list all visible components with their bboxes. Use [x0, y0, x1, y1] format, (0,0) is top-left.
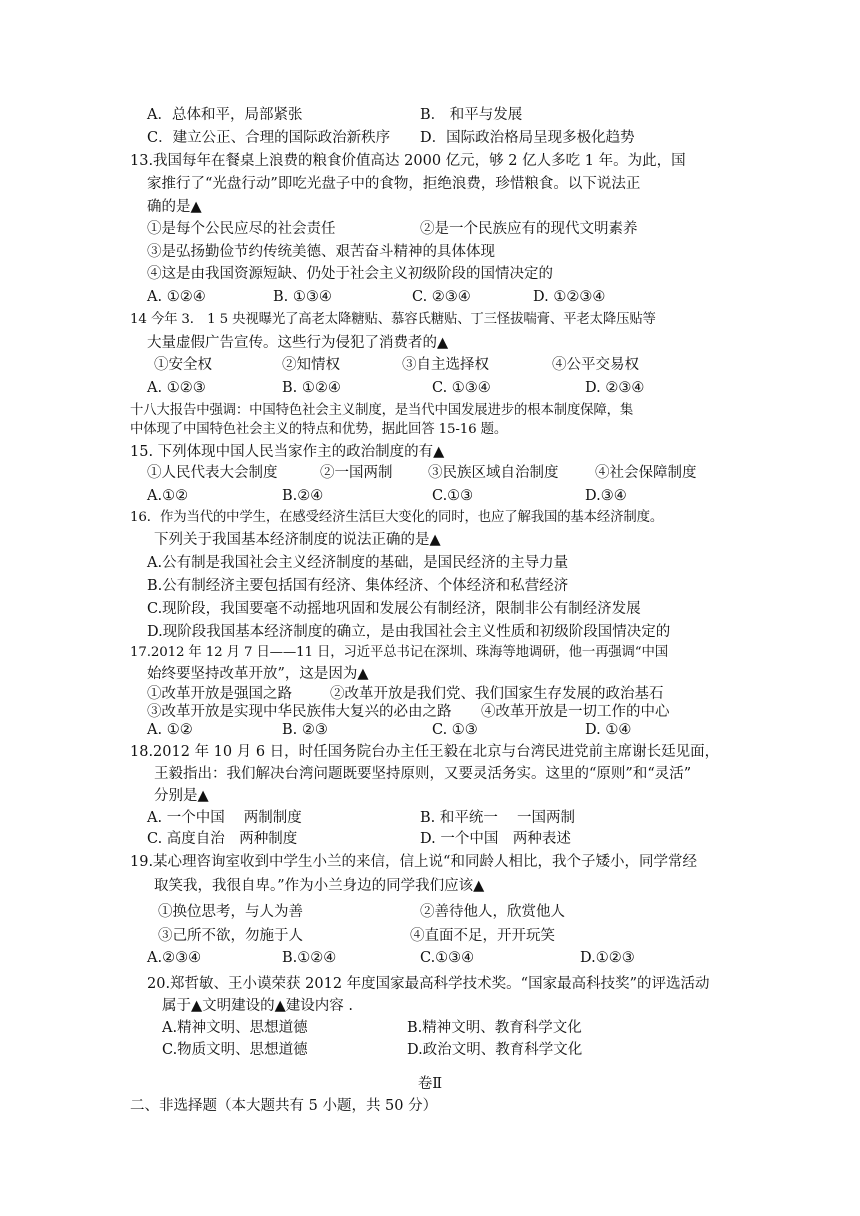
- q18-stem-line-3: 分别是▲: [154, 788, 209, 804]
- q13-stem-line-2: 家推行了“光盘行动”即吃光盘子中的食物，拒绝浪费，珍惜粮食。以下说法正: [147, 176, 641, 192]
- q12-option-c: C．建立公正、合理的国际政治新秩序: [147, 130, 391, 146]
- q15-stem: 15. 下列体现中国人民当家作主的政治制度的有▲: [130, 444, 445, 460]
- q13-statement-3: ③是弘扬勤俭节约传统美德、艰苦奋斗精神的具体体现: [147, 244, 495, 260]
- q16-option-c: C.现阶段，我国要毫不动摇地巩固和发展公有制经济，限制非公有制经济发展: [147, 601, 641, 617]
- q18-option-a: A. 一个中国 两制制度: [147, 810, 302, 826]
- q13-option-d: D. ①②③④: [533, 289, 606, 305]
- q19-statement-1: ①换位思考，与人为善: [158, 904, 303, 920]
- q17-statement-3: ③改革开放是实现中华民族伟大复兴的必由之路: [147, 704, 452, 720]
- q14-option-d: D. ②③④: [585, 380, 645, 396]
- q19-option-a: A.②③④: [147, 950, 202, 966]
- q19-stem-line-1: 19.某心理咨询室收到中学生小兰的来信，信上说“和同龄人相比，我个子矮小，同学常经: [130, 854, 697, 870]
- q20-option-c: C.物质文明、思想道德: [162, 1042, 308, 1058]
- q12-option-a: A．总体和平，局部紧张: [147, 107, 303, 123]
- q14-statement-3: ③自主选择权: [402, 357, 489, 373]
- q16-option-a: A.公有制是我国社会主义经济制度的基础，是国民经济的主导力量: [147, 555, 569, 571]
- material-line-1: 十八大报告中强调：中国特色社会主义制度，是当代中国发展进步的根本制度保障，集: [130, 403, 634, 418]
- q13-statement-4: ④这是由我国资源短缺、仍处于社会主义初级阶段的国情决定的: [147, 266, 553, 282]
- q17-stem-line-1: 17.2012 年 12 月 7 日——11 日，习近平总书记在深圳、珠海等地调研，他一再强调“中国: [130, 645, 668, 660]
- q15-option-d: D.③④: [585, 488, 627, 504]
- q15-option-b: B.②④: [282, 488, 324, 504]
- q16-stem-line-1: 16．作为当代的中学生，在感受经济生活巨大变化的同时，也应了解我国的基本经济制度。: [130, 510, 664, 525]
- q15-statement-2: ②一国两制: [320, 465, 393, 481]
- q20-stem-line-2: 属于▲文明建设的▲建设内容 .: [162, 998, 354, 1014]
- q14-option-b: B. ①②④: [282, 380, 341, 396]
- q19-statement-2: ②善待他人，欣赏他人: [420, 904, 565, 920]
- q18-option-d: D. 一个中国 两种表述: [420, 831, 571, 847]
- q20-option-d: D.政治文明、教育科学文化: [407, 1042, 583, 1058]
- q15-statement-4: ④社会保障制度: [595, 465, 697, 481]
- q13-statement-1: ①是每个公民应尽的社会责任: [147, 221, 336, 237]
- q13-stem-line-1: 13.我国每年在餐桌上浪费的粮食价值高达 2000 亿元，够 2 亿人多吃 1 年。为此，国: [130, 153, 686, 169]
- q15-option-a: A.①②: [147, 488, 189, 504]
- q13-option-a: A. ①②④: [147, 289, 206, 305]
- q17-statement-2: ②改革开放是我们党、我们国家生存发展的政治基石: [330, 686, 664, 702]
- q15-statement-1: ①人民代表大会制度: [147, 465, 278, 481]
- q17-option-c: C. ①③: [432, 722, 478, 738]
- q16-option-d: D.现阶段我国基本经济制度的确立，是由我国社会主义性质和初级阶段国情决定的: [147, 624, 671, 640]
- q13-option-b: B. ①③④: [273, 289, 332, 305]
- q16-stem-line-2: 下列关于我国基本经济制度的说法正确的是▲: [154, 532, 441, 548]
- q17-statement-4: ④改革开放是一切工作的中心: [481, 704, 670, 720]
- q19-option-b: B.①②④: [282, 950, 337, 966]
- q14-option-c: C. ①③④: [432, 380, 491, 396]
- q18-stem-line-1: 18.2012 年 10 月 6 日，时任国务院台办主任王毅在北京与台湾民进党前主席谢长廷见面，: [130, 744, 720, 760]
- q17-option-a: A. ①②: [147, 722, 193, 738]
- q14-stem-line-2: 大量虚假广告宣传。这些行为侵犯了消费者的▲: [147, 335, 449, 351]
- q20-option-b: B.精神文明、教育科学文化: [407, 1020, 582, 1036]
- q19-statement-4: ④直面不足，开开玩笑: [410, 928, 555, 944]
- q12-option-b: B． 和平与发展: [420, 107, 523, 123]
- q12-option-d: D．国际政治格局呈现多极化趋势: [420, 130, 635, 146]
- q18-stem-line-2: 王毅指出：我们解决台湾问题既要坚持原则，又要灵活务实。这里的“原则”和“灵活”: [154, 766, 692, 782]
- q19-option-d: D.①②③: [580, 950, 635, 966]
- q16-option-b: B.公有制经济主要包括国有经济、集体经济、个体经济和私营经济: [147, 578, 569, 594]
- q17-option-d: D. ①④: [585, 722, 632, 738]
- section-title: 卷Ⅱ: [417, 1076, 443, 1092]
- q17-statement-1: ①改革开放是强国之路: [147, 686, 292, 702]
- q13-stem-line-3: 确的是▲: [147, 199, 202, 215]
- material-line-2: 中体现了中国特色社会主义的特点和优势，据此回答 15-16 题。: [130, 422, 508, 437]
- q14-statement-2: ②知情权: [282, 357, 340, 373]
- q13-statement-2: ②是一个民族应有的现代文明素养: [420, 221, 638, 237]
- q19-stem-line-2: 取笑我，我很自卑。”作为小兰身边的同学我们应该▲: [154, 878, 485, 894]
- q13-option-c: C. ②③④: [412, 289, 471, 305]
- q15-statement-3: ③民族区域自治制度: [428, 465, 559, 481]
- q19-option-c: C.①③④: [420, 950, 475, 966]
- q14-option-a: A. ①②③: [147, 380, 206, 396]
- q17-option-b: B. ②③: [282, 722, 328, 738]
- q20-option-a: A.精神文明、思想道德: [162, 1020, 308, 1036]
- q15-option-c: C.①③: [432, 488, 474, 504]
- q14-statement-4: ④公平交易权: [552, 357, 639, 373]
- section-heading: 二、非选择题（本大题共有 5 小题，共 50 分）: [130, 1098, 438, 1114]
- q14-stem-line-1: 14 今年 3． 1 5 央视曝光了高老太降糖贴、慕容氏糖贴、丁三怪拔喘膏、平老太降压贴等: [130, 312, 656, 327]
- q20-stem-line-1: 20.郑哲敏、王小谟荣获 2012 年度国家最高科学技术奖。“国家最高科技奖”的评选活动: [147, 976, 710, 992]
- q18-option-c: C. 高度自治 两种制度: [147, 831, 298, 847]
- q14-statement-1: ①安全权: [154, 357, 212, 373]
- q17-stem-line-2: 始终要坚持改革开放”，这是因为▲: [147, 666, 369, 682]
- q19-statement-3: ③己所不欲，勿施于人: [158, 928, 303, 944]
- q18-option-b: B. 和平统一 一国两制: [420, 810, 575, 826]
